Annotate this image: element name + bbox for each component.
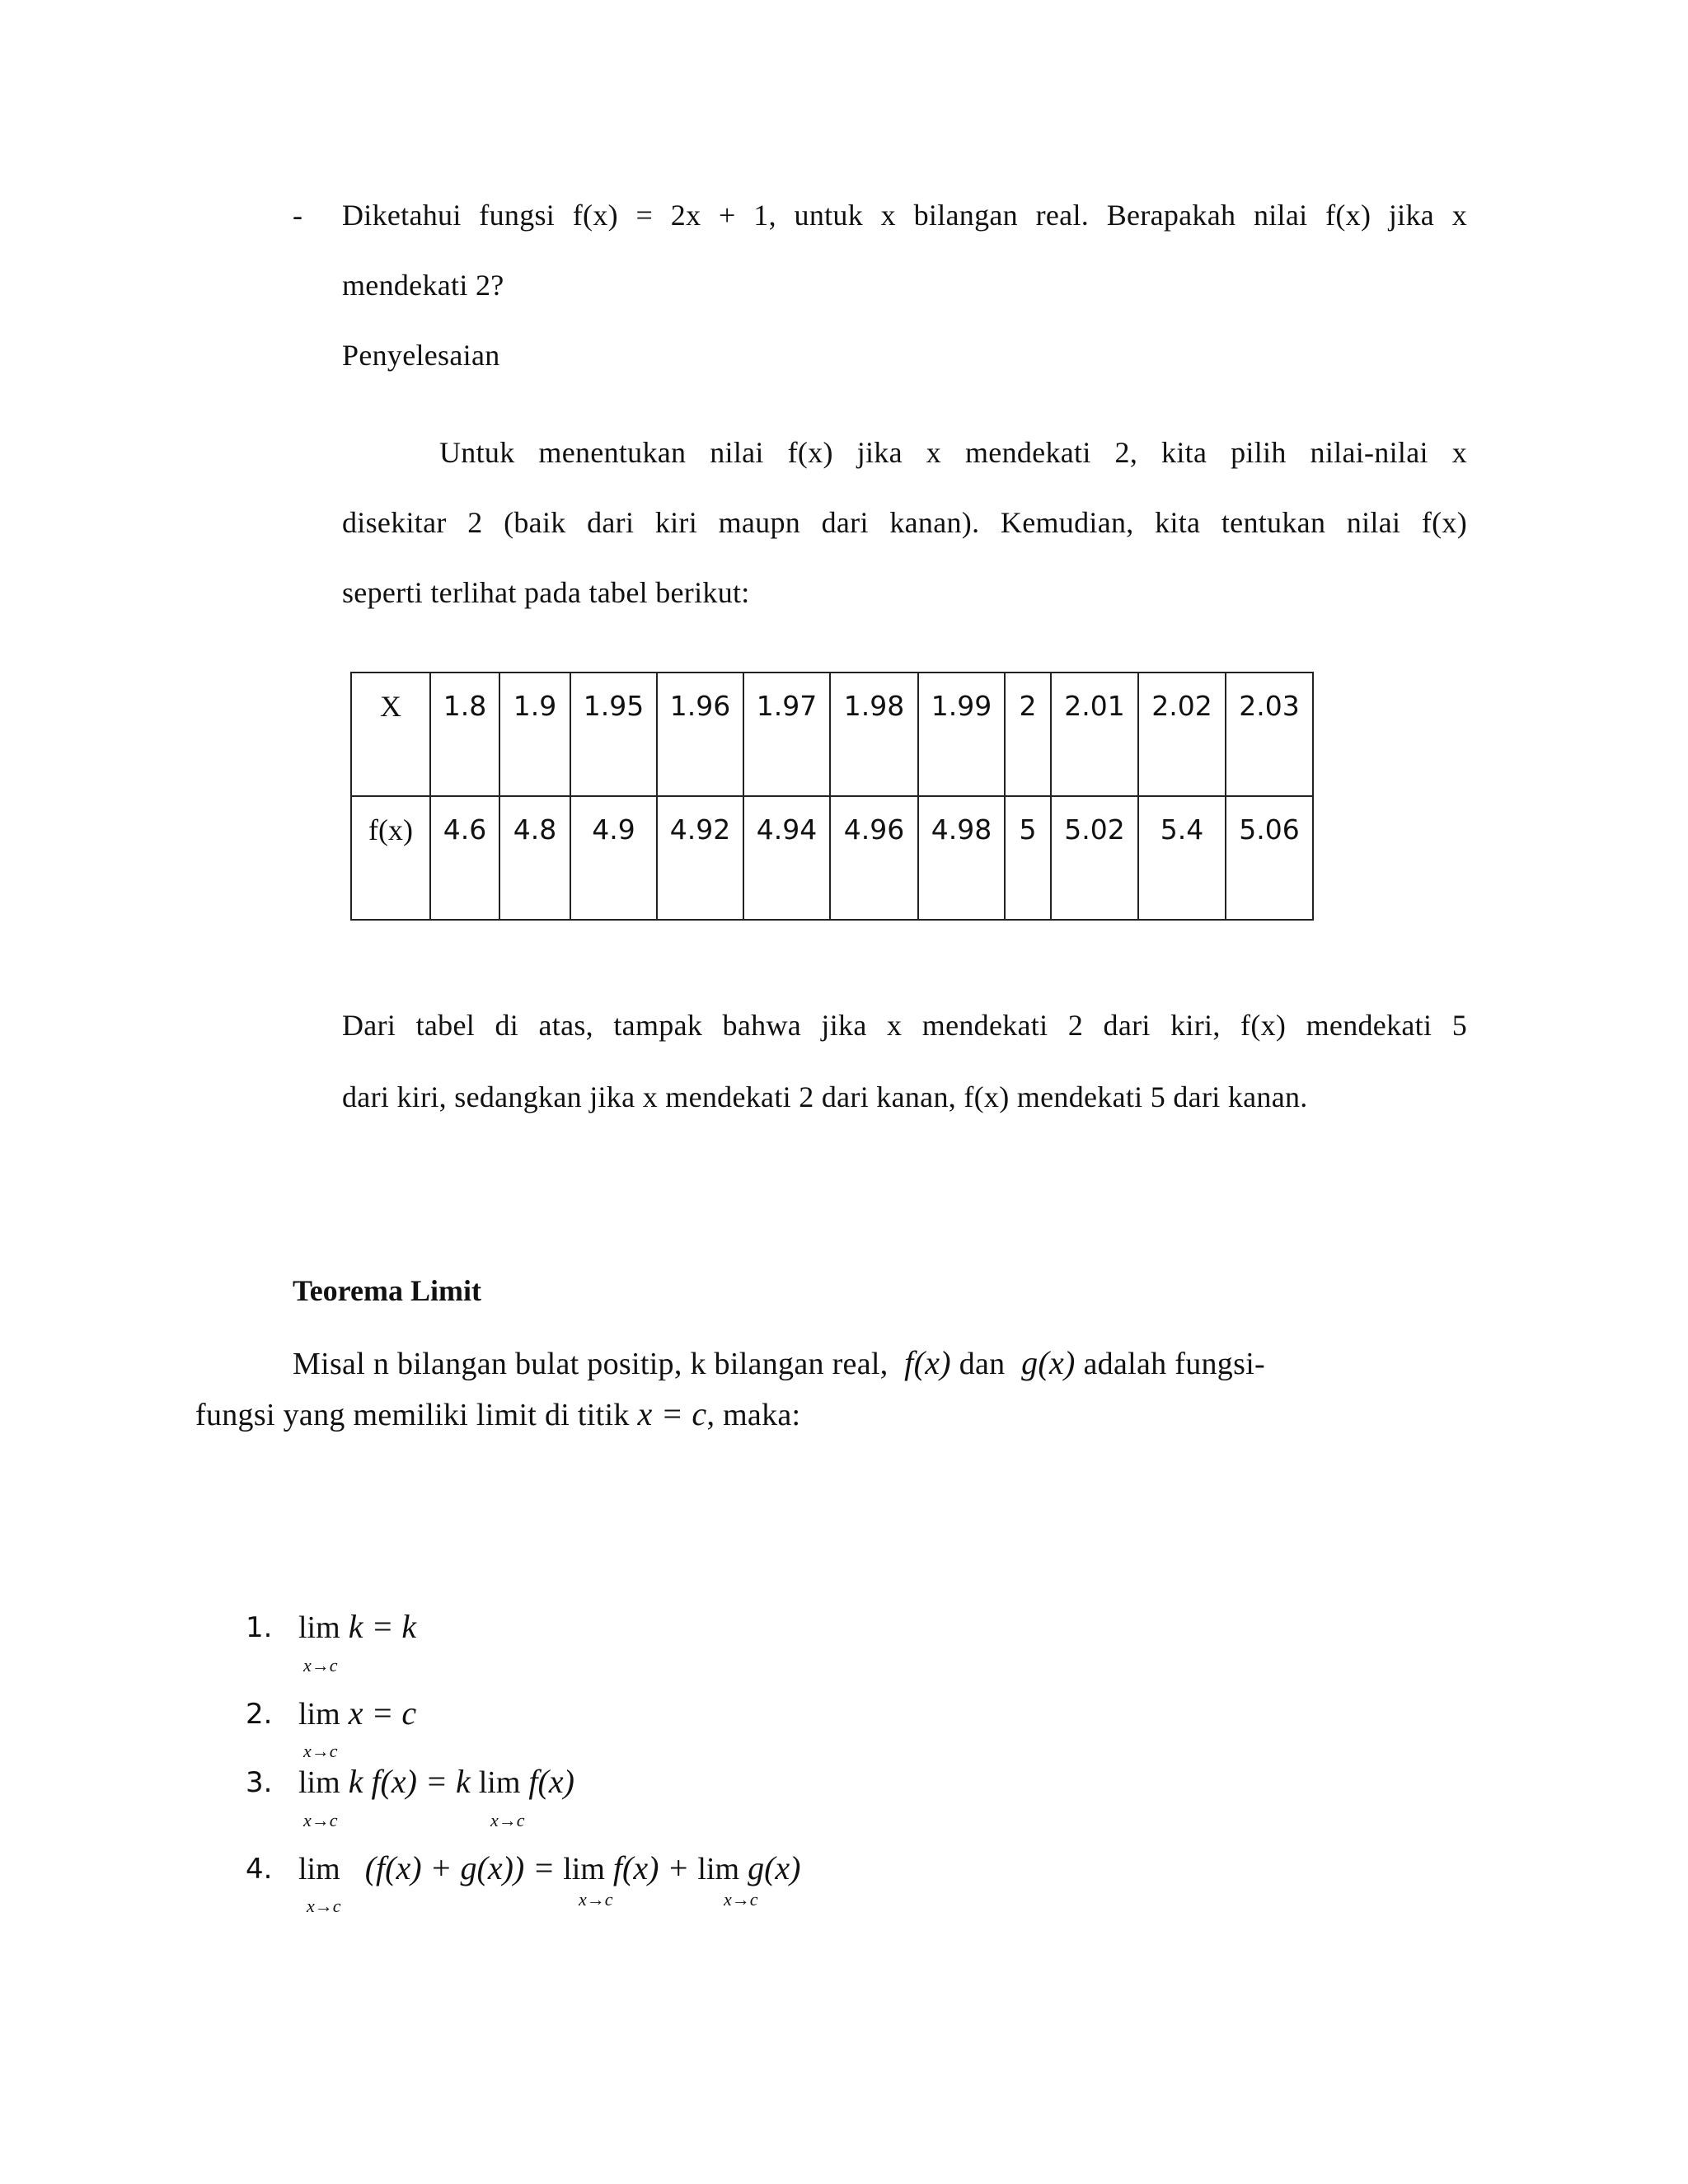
table-cell-x-label: X — [351, 673, 430, 796]
conclusion-line-2: dari kiri, sedangkan jika x mendekati 2 dari kanan, f(x) mendekati 5 dari kanan. — [342, 1080, 1308, 1113]
formula-expression: k = k — [348, 1608, 417, 1645]
formula-number: 1. — [246, 1611, 273, 1644]
table-cell: 4.92 — [657, 796, 743, 920]
theorem-line-2 — [195, 1394, 800, 1433]
formula-number: 2. — [246, 1698, 273, 1731]
table-cell: 2.03 — [1226, 673, 1313, 796]
section-heading: Teorema Limit — [293, 1274, 481, 1307]
table-cell: 4.6 — [430, 796, 499, 920]
formula-number: 4. — [246, 1853, 273, 1886]
theorem-line-2-text-a: fungsi yang memiliki limit di titik — [195, 1398, 630, 1432]
lim-operator: lim — [298, 1852, 340, 1886]
lim-subscript: x→c — [303, 1810, 338, 1830]
question-line-2: mendekati 2? — [342, 269, 504, 302]
table-cell: 4.8 — [499, 796, 570, 920]
table-cell: 4.94 — [743, 796, 830, 920]
table-cell: 1.96 — [657, 673, 743, 796]
table-cell: 4.98 — [918, 796, 1005, 920]
table-cell: 5.06 — [1226, 796, 1313, 920]
formula-expression: k f(x) = k — [348, 1763, 471, 1800]
table-cell: 1.97 — [743, 673, 830, 796]
solution-label: Penyelesaian — [342, 339, 500, 372]
bullet-dash: - — [293, 199, 303, 232]
lim-operator: lim — [478, 1765, 521, 1800]
theorem-line-1-text-b: adalah fungsi- — [1083, 1347, 1266, 1381]
lim-operator: lim — [298, 1610, 340, 1645]
lim-operator: lim — [697, 1852, 740, 1886]
table-cell: 1.98 — [830, 673, 918, 796]
table-cell: 4.9 — [570, 796, 657, 920]
table-cell: 5.4 — [1138, 796, 1226, 920]
theorem-dan: dan — [959, 1347, 1006, 1381]
table-cell: 2.01 — [1051, 673, 1138, 796]
table-cell: 1.99 — [918, 673, 1005, 796]
formula-expression: g(x) — [748, 1849, 801, 1886]
lim-subscript: x→c — [303, 1741, 338, 1761]
table-cell: 2 — [1005, 673, 1051, 796]
lim-subscript: x→c — [724, 1889, 758, 1910]
lim-subscript: x→c — [307, 1896, 341, 1916]
table-row-fx — [351, 796, 1313, 920]
table-cell: 4.96 — [830, 796, 918, 920]
table-row-x — [351, 673, 1313, 796]
table-cell: 1.8 — [430, 673, 499, 796]
theorem-line-1-text-a: Misal n bilangan bulat positip, k bilangan real, — [293, 1347, 889, 1381]
formula-number: 3. — [246, 1766, 273, 1799]
formula-3 — [298, 1762, 574, 1801]
math-f-of-x: f(x) — [904, 1344, 951, 1381]
table-cell: 5.02 — [1051, 796, 1138, 920]
formula-expression: x = c — [348, 1694, 417, 1732]
table-cell-fx-label: f(x) — [351, 796, 430, 920]
question-line-1: Diketahui fungsi f(x) = 2x + 1, untuk x bilangan real. Berapakah nilai f(x) jika x — [342, 199, 1467, 232]
lim-subscript: x→c — [579, 1889, 613, 1910]
lim-operator: lim — [563, 1852, 605, 1886]
formula-expression: f(x) + — [612, 1849, 690, 1886]
intro-line-1: Untuk menentukan nilai f(x) jika x mendekati 2, kita pilih nilai-nilai x — [439, 436, 1467, 469]
lim-operator: lim — [298, 1765, 340, 1800]
table-cell: 2.02 — [1138, 673, 1226, 796]
intro-line-2: disekitar 2 (baik dari kiri maupn dari kanan). Kemudian, kita tentukan nilai f(x) — [342, 506, 1467, 539]
theorem-line-2-text-b: , maka: — [706, 1398, 801, 1432]
table-cell: 1.95 — [570, 673, 657, 796]
formula-2 — [298, 1694, 416, 1732]
lim-subscript: x→c — [303, 1655, 338, 1675]
lim-operator: lim — [298, 1697, 340, 1732]
formula-expression: (f(x) + g(x)) = — [364, 1849, 556, 1886]
formula-1 — [298, 1607, 416, 1646]
table-cell: 5 — [1005, 796, 1051, 920]
formula-4 — [298, 1849, 801, 1887]
math-g-of-x: g(x) — [1021, 1344, 1076, 1381]
conclusion-line-1: Dari tabel di atas, tampak bahwa jika x mendekati 2 dari kiri, f(x) mendekati 5 — [342, 1009, 1467, 1042]
formula-expression: f(x) — [528, 1763, 574, 1800]
table-cell: 1.9 — [499, 673, 570, 796]
value-table — [350, 672, 1314, 921]
lim-subscript: x→c — [490, 1810, 525, 1830]
intro-line-3: seperti terlihat pada tabel berikut: — [342, 576, 750, 609]
theorem-line-1 — [293, 1343, 1265, 1382]
math-condition: x = c — [637, 1395, 707, 1432]
